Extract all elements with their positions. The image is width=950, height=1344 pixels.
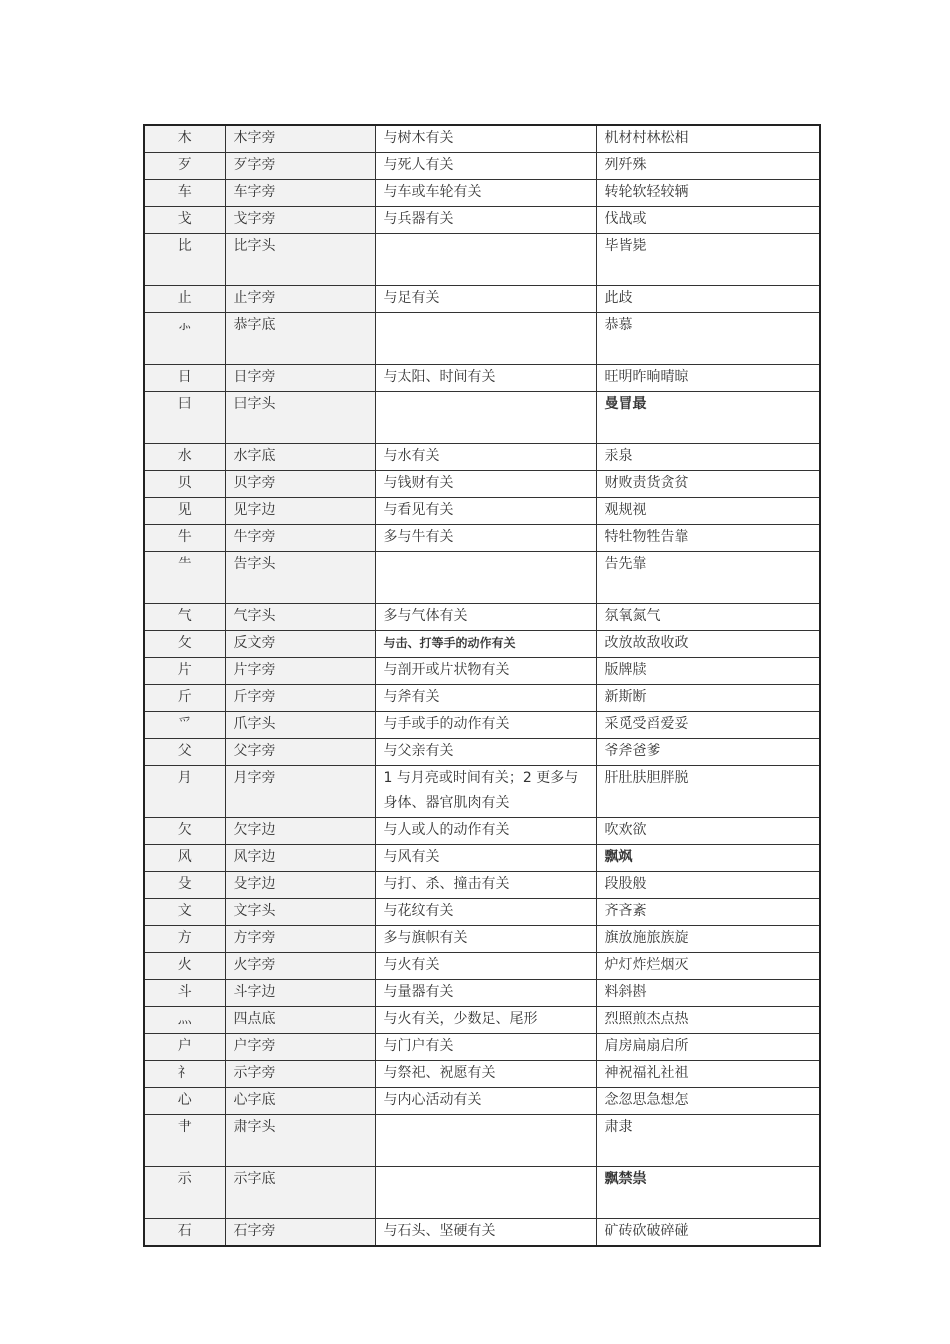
radical-cell: 户 — [144, 1034, 225, 1061]
meaning-cell — [375, 392, 596, 444]
radical-name-cell: 四点底 — [225, 1007, 375, 1034]
table-row — [144, 604, 820, 631]
table-row — [144, 552, 820, 604]
radical-name-cell: 爪字头 — [225, 712, 375, 739]
examples-cell: 炉灯炸烂烟灭 — [596, 953, 820, 980]
examples-cell: 飘禁祟 — [596, 1167, 820, 1219]
table-row — [144, 712, 820, 739]
radical-name-cell: 日字旁 — [225, 365, 375, 392]
meaning-cell: 多与旗帜有关 — [375, 926, 596, 953]
radical-name-cell: 文字头 — [225, 899, 375, 926]
meaning-cell: 与足有关 — [375, 286, 596, 313]
table-row — [144, 125, 820, 153]
radical-name-cell: 比字头 — [225, 234, 375, 286]
radicals-table — [143, 124, 821, 1247]
radical-name-cell: 风字边 — [225, 845, 375, 872]
examples-cell: 肩房扁扇启所 — [596, 1034, 820, 1061]
examples-cell: 机材村林松相 — [596, 125, 820, 153]
table-row — [144, 1061, 820, 1088]
examples-cell: 恭慕 — [596, 313, 820, 365]
meaning-cell: 与树木有关 — [375, 125, 596, 153]
radical-name-cell: 户字旁 — [225, 1034, 375, 1061]
examples-cell: 列歼殊 — [596, 153, 820, 180]
table-row — [144, 207, 820, 234]
meaning-cell: 与祭祀、祝愿有关 — [375, 1061, 596, 1088]
examples-cell: 旺明昨晌晴晾 — [596, 365, 820, 392]
examples-cell: 矿砖砍破碎碰 — [596, 1219, 820, 1247]
table-row — [144, 180, 820, 207]
meaning-cell: 与剖开或片状物有关 — [375, 658, 596, 685]
radical-cell: 示 — [144, 1167, 225, 1219]
table-row — [144, 498, 820, 525]
examples-cell: 念忽思急想怎 — [596, 1088, 820, 1115]
radical-cell: 日 — [144, 365, 225, 392]
radical-cell: 水 — [144, 444, 225, 471]
radical-cell: 月 — [144, 766, 225, 818]
examples-cell: 此歧 — [596, 286, 820, 313]
table-row — [144, 444, 820, 471]
radical-cell: 贝 — [144, 471, 225, 498]
radical-name-cell: 曰字头 — [225, 392, 375, 444]
radical-name-cell: 贝字旁 — [225, 471, 375, 498]
radical-cell: 欠 — [144, 818, 225, 845]
table-row — [144, 739, 820, 766]
radical-cell: 见 — [144, 498, 225, 525]
meaning-cell: 与量器有关 — [375, 980, 596, 1007]
table-row — [144, 658, 820, 685]
radical-cell: 殳 — [144, 872, 225, 899]
table-row — [144, 899, 820, 926]
radical-cell: 爫 — [144, 712, 225, 739]
radical-cell: 肀 — [144, 1115, 225, 1167]
meaning-cell: 与看见有关 — [375, 498, 596, 525]
radical-cell: 父 — [144, 739, 225, 766]
table-row — [144, 1219, 820, 1247]
radical-cell: ⺗ — [144, 313, 225, 365]
table-row — [144, 953, 820, 980]
radical-cell: 石 — [144, 1219, 225, 1247]
radical-cell: 灬 — [144, 1007, 225, 1034]
examples-cell: 肃隶 — [596, 1115, 820, 1167]
table-row — [144, 1088, 820, 1115]
table-row — [144, 685, 820, 712]
examples-cell: 段股般 — [596, 872, 820, 899]
examples-cell: 改放故敌收政 — [596, 631, 820, 658]
radical-cell: 戈 — [144, 207, 225, 234]
meaning-cell: 1 与月亮或时间有关；2 更多与身体、器官肌肉有关 — [375, 766, 596, 818]
table-row — [144, 1115, 820, 1167]
meaning-cell: 多与气体有关 — [375, 604, 596, 631]
radical-name-cell: 止字旁 — [225, 286, 375, 313]
table-row — [144, 872, 820, 899]
radical-cell: 片 — [144, 658, 225, 685]
table-row — [144, 525, 820, 552]
examples-cell: 料斜斟 — [596, 980, 820, 1007]
radical-name-cell: 月字旁 — [225, 766, 375, 818]
table-row — [144, 234, 820, 286]
radical-cell: ⺧ — [144, 552, 225, 604]
radical-name-cell: 斗字边 — [225, 980, 375, 1007]
meaning-cell: 与风有关 — [375, 845, 596, 872]
table-row — [144, 313, 820, 365]
examples-cell: 告先靠 — [596, 552, 820, 604]
meaning-cell: 与花纹有关 — [375, 899, 596, 926]
radical-name-cell: 肃字头 — [225, 1115, 375, 1167]
examples-cell: 伐战或 — [596, 207, 820, 234]
radical-name-cell: 殳字边 — [225, 872, 375, 899]
radical-cell: 攵 — [144, 631, 225, 658]
radical-name-cell: 告字头 — [225, 552, 375, 604]
examples-cell: 吹欢欲 — [596, 818, 820, 845]
radical-cell: 比 — [144, 234, 225, 286]
examples-cell: 特牡物牲告靠 — [596, 525, 820, 552]
examples-cell: 爷斧爸爹 — [596, 739, 820, 766]
radical-name-cell: 示字旁 — [225, 1061, 375, 1088]
radical-cell: 火 — [144, 953, 225, 980]
radical-name-cell: 歹字旁 — [225, 153, 375, 180]
radical-name-cell: 木字旁 — [225, 125, 375, 153]
meaning-cell: 与太阳、时间有关 — [375, 365, 596, 392]
table-row — [144, 286, 820, 313]
radical-cell: 车 — [144, 180, 225, 207]
meaning-cell: 与内心活动有关 — [375, 1088, 596, 1115]
radical-name-cell: 火字旁 — [225, 953, 375, 980]
table-row — [144, 153, 820, 180]
meaning-cell — [375, 1115, 596, 1167]
radicals-table-body — [144, 125, 820, 1246]
meaning-cell: 与门户有关 — [375, 1034, 596, 1061]
meaning-cell: 与石头、坚硬有关 — [375, 1219, 596, 1247]
radical-cell: 气 — [144, 604, 225, 631]
examples-cell: 版牌牍 — [596, 658, 820, 685]
meaning-cell: 与火有关 — [375, 953, 596, 980]
radical-name-cell: 戈字旁 — [225, 207, 375, 234]
meaning-cell: 与车或车轮有关 — [375, 180, 596, 207]
examples-cell: 曼冒最 — [596, 392, 820, 444]
radical-cell: 心 — [144, 1088, 225, 1115]
meaning-cell: 与打、杀、撞击有关 — [375, 872, 596, 899]
table-row — [144, 1034, 820, 1061]
table-row — [144, 980, 820, 1007]
table-row — [144, 818, 820, 845]
table-row — [144, 1007, 820, 1034]
examples-cell: 财败责货贪贫 — [596, 471, 820, 498]
radical-name-cell: 欠字边 — [225, 818, 375, 845]
radical-name-cell: 斤字旁 — [225, 685, 375, 712]
table-row — [144, 471, 820, 498]
table-row — [144, 365, 820, 392]
radical-cell: 歹 — [144, 153, 225, 180]
meaning-cell: 与兵器有关 — [375, 207, 596, 234]
radical-name-cell: 牛字旁 — [225, 525, 375, 552]
radical-cell: 斤 — [144, 685, 225, 712]
table-row — [144, 766, 820, 818]
examples-cell: 烈照煎杰点热 — [596, 1007, 820, 1034]
radical-name-cell: 石字旁 — [225, 1219, 375, 1247]
meaning-cell: 与手或手的动作有关 — [375, 712, 596, 739]
examples-cell: 齐吝紊 — [596, 899, 820, 926]
table-row — [144, 926, 820, 953]
radical-cell: 止 — [144, 286, 225, 313]
table-row — [144, 392, 820, 444]
table-row — [144, 1167, 820, 1219]
radical-cell: 礻 — [144, 1061, 225, 1088]
radical-name-cell: 反文旁 — [225, 631, 375, 658]
examples-cell: 氛氧氮气 — [596, 604, 820, 631]
meaning-cell: 多与牛有关 — [375, 525, 596, 552]
examples-cell: 旗放施旅族旋 — [596, 926, 820, 953]
examples-cell: 飘飒 — [596, 845, 820, 872]
radical-name-cell: 心字底 — [225, 1088, 375, 1115]
examples-cell: 新斯断 — [596, 685, 820, 712]
examples-cell: 汞泉 — [596, 444, 820, 471]
examples-cell: 转轮软轻较辆 — [596, 180, 820, 207]
radical-cell: 木 — [144, 125, 225, 153]
meaning-cell — [375, 552, 596, 604]
meaning-cell — [375, 1167, 596, 1219]
meaning-cell: 与钱财有关 — [375, 471, 596, 498]
examples-cell: 神祝福礼社祖 — [596, 1061, 820, 1088]
radical-name-cell: 水字底 — [225, 444, 375, 471]
radical-cell: 方 — [144, 926, 225, 953]
radical-name-cell: 气字头 — [225, 604, 375, 631]
radical-name-cell: 见字边 — [225, 498, 375, 525]
table-row — [144, 631, 820, 658]
radical-name-cell: 方字旁 — [225, 926, 375, 953]
meaning-cell: 与父亲有关 — [375, 739, 596, 766]
radical-name-cell: 片字旁 — [225, 658, 375, 685]
radical-cell: 文 — [144, 899, 225, 926]
examples-cell: 采觅受舀爱妥 — [596, 712, 820, 739]
radical-name-cell: 示字底 — [225, 1167, 375, 1219]
radical-cell: 风 — [144, 845, 225, 872]
radical-cell: 曰 — [144, 392, 225, 444]
meaning-cell: 与水有关 — [375, 444, 596, 471]
radical-cell: 斗 — [144, 980, 225, 1007]
document-page — [143, 124, 819, 1247]
meaning-cell — [375, 313, 596, 365]
meaning-cell: 与火有关，少数足、尾形 — [375, 1007, 596, 1034]
radical-name-cell: 父字旁 — [225, 739, 375, 766]
meaning-cell: 与人或人的动作有关 — [375, 818, 596, 845]
radical-name-cell: 车字旁 — [225, 180, 375, 207]
meaning-cell: 与死人有关 — [375, 153, 596, 180]
radical-name-cell: 恭字底 — [225, 313, 375, 365]
meaning-cell: 与击、打等手的动作有关 — [375, 631, 596, 658]
meaning-cell — [375, 234, 596, 286]
radical-cell: 牛 — [144, 525, 225, 552]
meaning-cell: 与斧有关 — [375, 685, 596, 712]
examples-cell: 毕皆毙 — [596, 234, 820, 286]
table-row — [144, 845, 820, 872]
examples-cell: 观规视 — [596, 498, 820, 525]
examples-cell: 肝肚肤胆胖脱 — [596, 766, 820, 818]
